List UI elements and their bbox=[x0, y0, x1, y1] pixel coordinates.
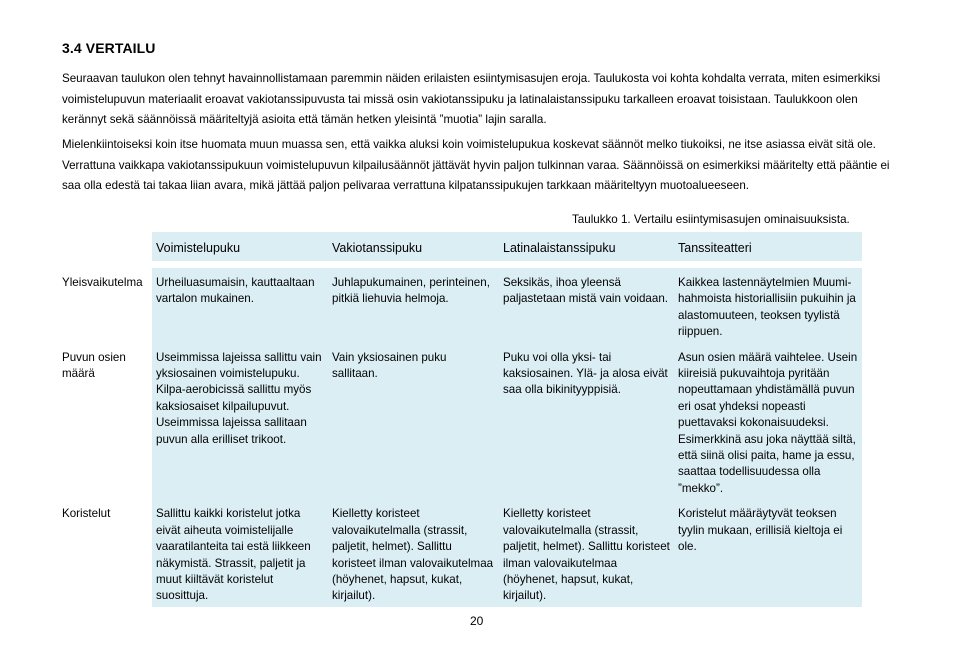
table-cell: Kielletty koristeet valovaikutelmalla (strassit, paljetit, helmet). Sallittu koristeet ilman valovaikutelmaa (höyhenet, hapsut, kukat, kirjailut). bbox=[499, 499, 674, 606]
table-cell: Seksikäs, ihoa yleensä paljastetaan mistä vain voidaan. bbox=[499, 268, 674, 343]
table-cell: Sallittu kaikki koristelut jotka eivät aiheuta voimistelijalle vaaratilanteita tai estä liikkeen näkymistä. Strassit, paljetit ja muut kiiltävät koristelut suosittuja. bbox=[152, 499, 328, 606]
table-row bbox=[58, 343, 862, 500]
table-cell: Kaikkea lastennäytelmien Muumi-hahmoista historiallisiin pukuihin ja alastomuuteen, teoksen tyylistä riippuen. bbox=[674, 268, 862, 343]
table-cell: Koristelut määräytyvät teoksen tyylin mukaan, erillisiä kieltoja ei ole. bbox=[674, 499, 862, 606]
table-cell: Asun osien määrä vaihtelee. Usein kiireisiä pukuvaihtoja pyritään nopeuttamaan yhdistämällä puvun eri osat yhdeksi nopeasti puettavaksi kokonaisuudeksi. Esimerkkinä asu joka näyttää siltä, että siinä olisi paita, hame ja essu, saattaa todellisuudessa olla ”mekko”. bbox=[674, 343, 862, 500]
row-header-koristelut: Koristelut bbox=[58, 499, 152, 606]
observation-paragraph: Mielenkiintoiseksi koin itse huomata muun muassa sen, että vaikka aluksi koin voimistelupukua koskevat säännöt melko tiukoiksi, ne itse asiassa eivät sitä ole. Verrattuna vaikkapa vakiotanssipukuun voimistelupuvun kilpailusäännöt jättävät hyvin paljon tulkinnan varaa. Säännöissä on esimerkiksi määritelty että pääntie ei saa olla edestä tai takaa liian avara, mikä jättää paljon pelivaraa verrattuna kilpatanssipukujen tarkkaan määriteltyyn muotoalueeseen. bbox=[62, 138, 890, 192]
table-header-row bbox=[58, 232, 862, 261]
table-cell: Puku voi olla yksi- tai kaksiosainen. Ylä- ja alosa eivät saa olla bikinityyppisiä. bbox=[499, 343, 674, 500]
table-corner-cell bbox=[58, 232, 152, 261]
intro-paragraph: Seuraavan taulukon olen tehnyt havainnollistamaan paremmin näiden erilaisten esiintymisasujen eroja. Taulukosta voi kohta kohdalta verrata, miten esimerkiksi voimistelupuvun materiaalit eroavat vakiotanssipuvusta tai missä osin vakiotanssipuku ja latinalaistanssipuku tarkalleen eroavat toisistaan. Taulukkoon olen kerännyt sekä säännöissä määriteltyjä asioita että tämän hetken yleisintä ”muotia” lajin saralla. bbox=[62, 72, 881, 126]
column-header-tanssiteatteri: Tanssiteatteri bbox=[674, 232, 862, 261]
table-row bbox=[58, 268, 862, 343]
column-header-voimistelupuku: Voimistelupuku bbox=[152, 232, 328, 261]
table-row bbox=[58, 499, 862, 606]
table-cell: Juhlapukumainen, perinteinen, pitkiä liehuvia helmoja. bbox=[328, 268, 499, 343]
column-header-vakiotanssipuku: Vakiotanssipuku bbox=[328, 232, 499, 261]
column-header-latinalaistanssipuku: Latinalaistanssipuku bbox=[499, 232, 674, 261]
comparison-table bbox=[58, 232, 862, 607]
table-cell: Useimmissa lajeissa sallittu vain yksiosainen voimistelupuku. Kilpa-aerobicissä sallittu myös kaksiosaiset kilpailupuvut. Useimmissa lajeissa sallitaan puvun alla erilliset trikoot. bbox=[152, 343, 328, 500]
section-heading: 3.4 VERTAILU bbox=[62, 40, 156, 56]
table-cell: Vain yksiosainen puku sallitaan. bbox=[328, 343, 499, 500]
row-header-yleisvaikutelma: Yleisvaikutelma bbox=[58, 268, 152, 343]
table-caption: Taulukko 1. Vertailu esiintymisasujen ominaisuuksista. bbox=[572, 213, 850, 226]
table-cell: Kielletty koristeet valovaikutelmalla (strassit, paljetit, helmet). Sallittu koristeet ilman valovaikutelmaa (höyhenet, hapsut, kukat, kirjailut). bbox=[328, 499, 499, 606]
row-header-puvun-osien-maara: Puvun osien määrä bbox=[58, 343, 152, 500]
page-number: 20 bbox=[470, 614, 484, 628]
table-spacer-row bbox=[58, 261, 862, 268]
table-cell: Urheiluasumaisin, kauttaaltaan vartalon mukainen. bbox=[152, 268, 328, 343]
